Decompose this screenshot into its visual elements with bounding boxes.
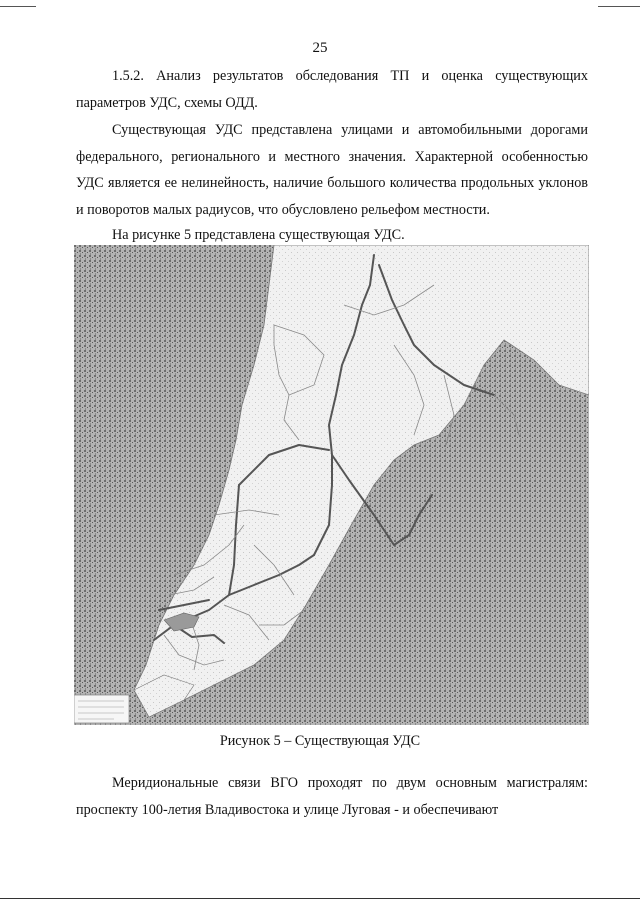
section-heading: 1.5.2. Анализ результатов обследования ТП и оценка существующих параметров УДС, схемы ОДД. <box>76 68 588 111</box>
top-right-rule <box>598 6 640 7</box>
bottom-rule <box>0 898 640 899</box>
top-left-rule <box>0 6 36 7</box>
figure-caption: Рисунок 5 – Существующая УДС <box>219 733 421 749</box>
road-network-map <box>74 245 589 725</box>
figure-intro-text: На рисунке 5 представлена существующая УДС. <box>112 227 405 243</box>
paragraph-existing-network: Существующая УДС представлена улицами и автомобильными дорогами федерального, регионального и местного значения. Характерной особенностью УДС является ее нелинейность, наличие большого количества продольных уклонов и поворотов малых радиусов, что обусловлено рельефом местности. <box>76 122 588 218</box>
page-number: 25 <box>312 40 328 56</box>
paragraph-meridional-links: Меридиональные связи ВГО проходят по двум основным магистралям: проспекту 100-летия Владивостока и улице Луговая - и обеспечивают <box>76 775 588 818</box>
